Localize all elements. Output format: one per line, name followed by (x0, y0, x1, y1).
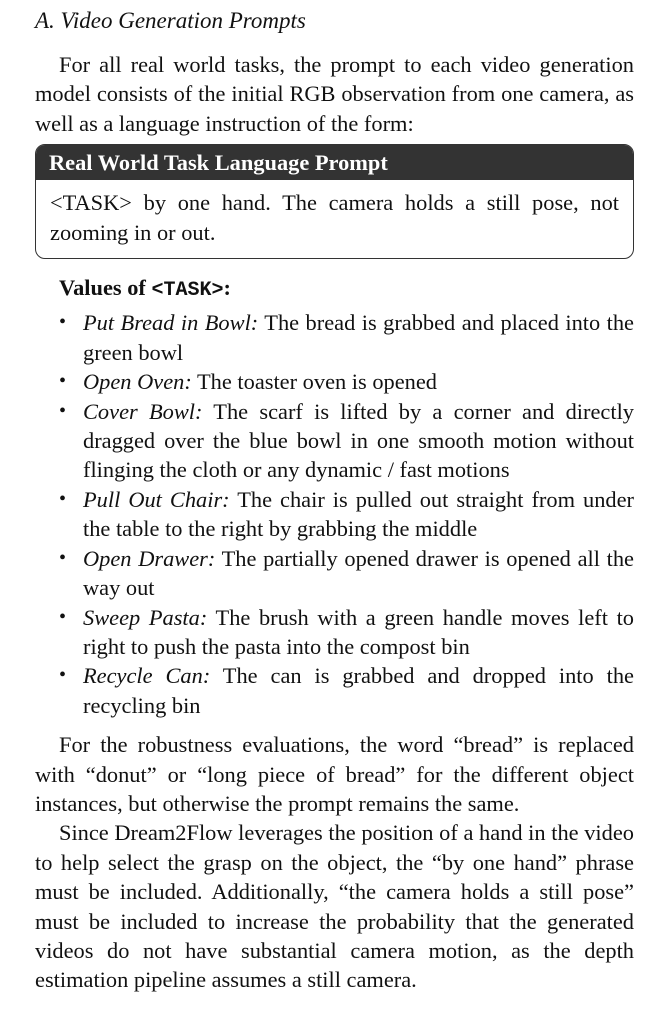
task-item-sweep-pasta (35, 603, 634, 662)
task-description: The chair is pulled out straight from under the table to the right by grabbing the middle (83, 486, 634, 542)
intro-paragraph: For all real world tasks, the prompt to each video generation model consists of the initial RGB observation from one camera, as well as a language instruction of the form: (35, 52, 634, 136)
prompt-box-body: <TASK> by one hand. The camera holds a still pose, not zooming in or out. (50, 190, 619, 245)
paper-page (35, 6, 634, 995)
task-description: The partially opened drawer is opened all the way out (83, 545, 634, 601)
bullet-icon: • (59, 546, 67, 569)
task-description: The can is grabbed and dropped into the recycling bin (83, 663, 634, 718)
task-name: Open Oven: (83, 369, 192, 395)
task-item-put-bread (35, 308, 634, 367)
task-description: The bread is grabbed and placed into the green bowl (83, 310, 634, 365)
task-description: The brush with a green handle moves left to right to push the pasta into the compost bin (83, 604, 634, 659)
task-item-cover-bowl (35, 397, 634, 485)
bullet-icon: • (59, 664, 67, 687)
values-heading-prefix: Values of (59, 275, 152, 301)
task-name: Cover Bowl: (83, 398, 203, 424)
task-name: Pull Out Chair: (83, 486, 230, 512)
task-name: Open Drawer: (83, 545, 216, 571)
dream2flow-paragraph: Since Dream2Flow leverages the position of a hand in the video to help select the grasp on the object, the “by one hand” phrase must be included. Additionally, “the camera holds a still pose” must be included to increase the probability that the generated videos do not have substantial camera motion, as the depth estimation pipeline assumes a still camera. (35, 820, 634, 993)
task-list (35, 308, 634, 720)
values-heading-suffix: : (223, 275, 231, 301)
task-item-recycle-can (35, 661, 634, 720)
bullet-icon: • (59, 487, 67, 510)
bullet-icon: • (59, 370, 67, 393)
task-name: Recycle Can: (83, 663, 211, 689)
values-heading-token: <TASK> (151, 279, 224, 303)
bullet-icon: • (59, 399, 67, 422)
prompt-box (35, 144, 634, 259)
section-title: A. Video Generation Prompts (35, 8, 306, 33)
robustness-paragraph: For the robustness evaluations, the word “bread” is replaced with “donut” or “long piece of bread” for the different object instances, but otherwise the prompt remains the same. (35, 732, 634, 816)
task-item-open-oven (35, 367, 634, 396)
prompt-box-heading: Real World Task Language Prompt (36, 145, 633, 180)
task-item-pull-out-chair (35, 485, 634, 544)
values-heading (59, 273, 634, 305)
bullet-icon: • (59, 311, 67, 334)
task-name: Sweep Pasta: (83, 604, 208, 630)
task-description: The scarf is lifted by a corner and directly dragged over the blue bowl in one smooth motion without flinging the cloth or any dynamic / fast motions (83, 398, 634, 483)
task-description: The toaster oven is opened (191, 369, 437, 395)
bullet-icon: • (59, 605, 67, 628)
task-name: Put Bread in Bowl: (83, 310, 259, 336)
task-item-open-drawer (35, 544, 634, 603)
